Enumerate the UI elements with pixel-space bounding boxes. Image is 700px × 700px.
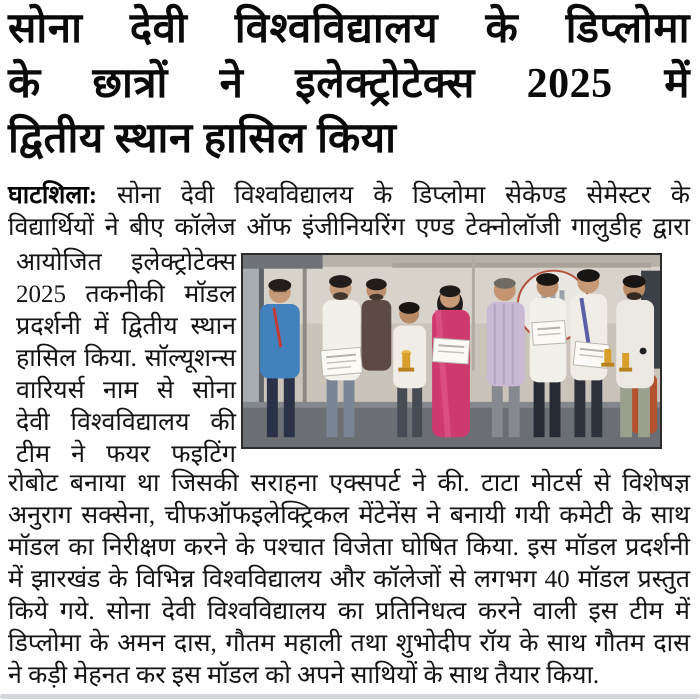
body-line: में झारखंड के विभिन्न विश्वविद्यालय और कॉलेजों से लगभग 40 मॉडल प्रस्तुत [8,566,690,593]
column-line: हासिल किया. सॉल्यूशन्स [16,345,236,372]
body-paragraph [8,468,690,692]
wrist-watch [640,348,647,355]
body-line: किये गये. सोना देवी विश्वविद्यालय का प्रतिनिधत्व करने वाली इस टीम में [8,598,690,625]
body-line: रोबोट बनाया था जिसकी सराहना एक्सपर्ट ने की. टाटा मोटर्स से विशेषज्ञ [8,470,690,497]
intro-paragraph [8,180,690,244]
column-line: देवी विश्वविद्यालय की [16,409,236,436]
headline-line: के छात्रों ने इलेक्ट्रोटेक्स 2025 में [8,61,690,107]
column-line: 2025 तकनीकी मॉडल [16,281,236,308]
body-line: मॉडल का निरीक्षण करने के पश्चात विजेता घोषित किया. इस मॉडल प्रदर्शनी [8,534,690,561]
article-headline [8,2,690,167]
intro-line-text: सोना देवी विश्वविद्यालय के डिप्लोमा सेकेण्ड सेमेस्टर के [117,182,691,209]
column-line: टीम ने फयर फइटिंग [16,441,236,468]
intro-line: विद्यार्थियों ने बीए कॉलेज ऑफ इंजीनियरिंग एण्ड टेक्नोलॉजी गालुडीह द्वारा [8,214,690,241]
clip-edge-divider [0,694,700,699]
left-column [16,247,236,471]
certificate [432,338,469,364]
column-line: आयोजित इलेक्ट्रोटेक्स [16,249,236,276]
intro-line [8,180,690,212]
body-line: अनुराग सक्सेना, चीफऑफइलेक्ट्रिकल मेंटेनेंस ने बनायी गयी कमेटी के साथ [8,502,690,529]
body-line: डिप्लोमा के अमन दास, गौतम महाली तथा शुभोदीप रॉय के साथ गौतम दास [8,630,690,657]
column-line: वारियर्स नाम से सोना [16,377,236,404]
headline-line: सोना देवी विश्वविद्यालय के डिप्लोमा [8,6,690,52]
column-line: प्रदर्शनी में द्वितीय स्थान [16,313,236,340]
certificate [532,320,566,345]
news-photo [241,253,662,449]
certificate [321,347,363,376]
news-photo-illustration [243,255,660,447]
dateline: घाटशिला: [8,182,98,209]
body-line: ने कड़ी मेहनत कर इस मॉडल को अपने साथियों के साथ तैयार किया. [8,662,600,689]
headline-line: द्वितीय स्थान हासिल किया [8,116,397,162]
